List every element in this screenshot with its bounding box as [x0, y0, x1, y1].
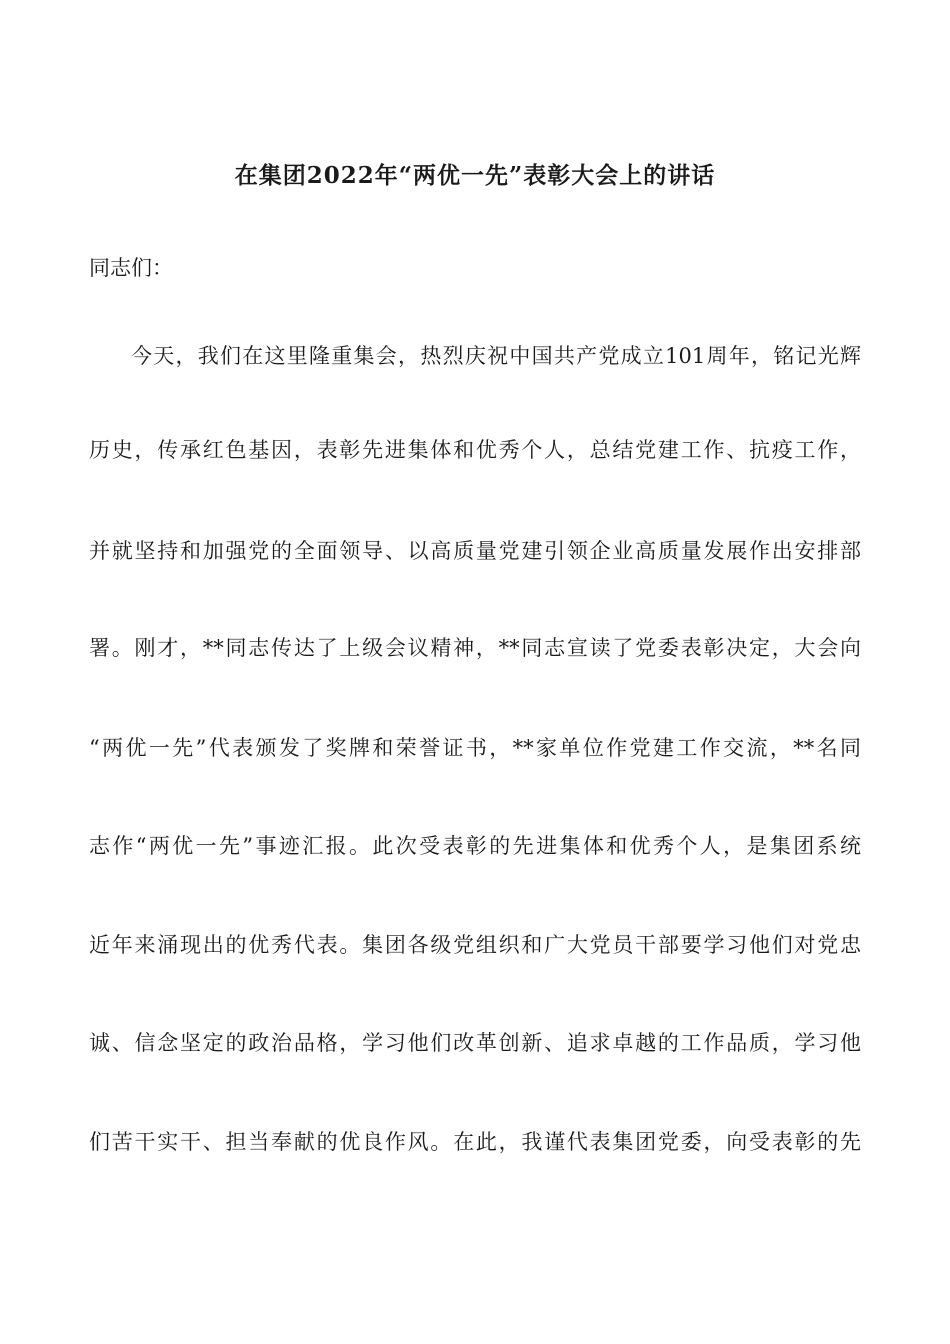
body-line-5: “两优一先”代表颁发了奖牌和荣誉证书，**家单位作党建工作交流，**名同: [89, 736, 861, 760]
body-line-1: 今天，我们在这里隆重集会，热烈庆祝中国共产党成立101周年，铭记光辉: [131, 344, 861, 368]
body-line-3: 并就坚持和加强党的全面领导、以高质量党建引领企业高质量发展作出安排部: [89, 539, 861, 563]
body-line-9: 们苦干实干、担当奉献的优良作风。在此，我谨代表集团党委，向受表彰的先: [89, 1130, 861, 1154]
body-line-8: 诚、信念坚定的政治品格，学习他们改革创新、追求卓越的工作品质，学习他: [89, 1031, 861, 1055]
document-title: 在集团2022年“两优一先”表彰大会上的讲话: [234, 162, 716, 189]
body-line-6: 志作“两优一先”事迹汇报。此次受表彰的先进集体和优秀个人，是集团系统: [89, 834, 861, 858]
body-line-7: 近年来涌现出的优秀代表。集团各级党组织和广大党员干部要学习他们对党忠: [89, 933, 861, 957]
body-line-4: 署。刚才，**同志传达了上级会议精神，**同志宣读了党委表彰决定，大会向: [89, 636, 861, 660]
salutation: 同志们：: [89, 256, 173, 280]
body-line-2: 历史，传承红色基因，表彰先进集体和优秀个人，总结党建工作、抗疫工作，: [89, 438, 861, 462]
